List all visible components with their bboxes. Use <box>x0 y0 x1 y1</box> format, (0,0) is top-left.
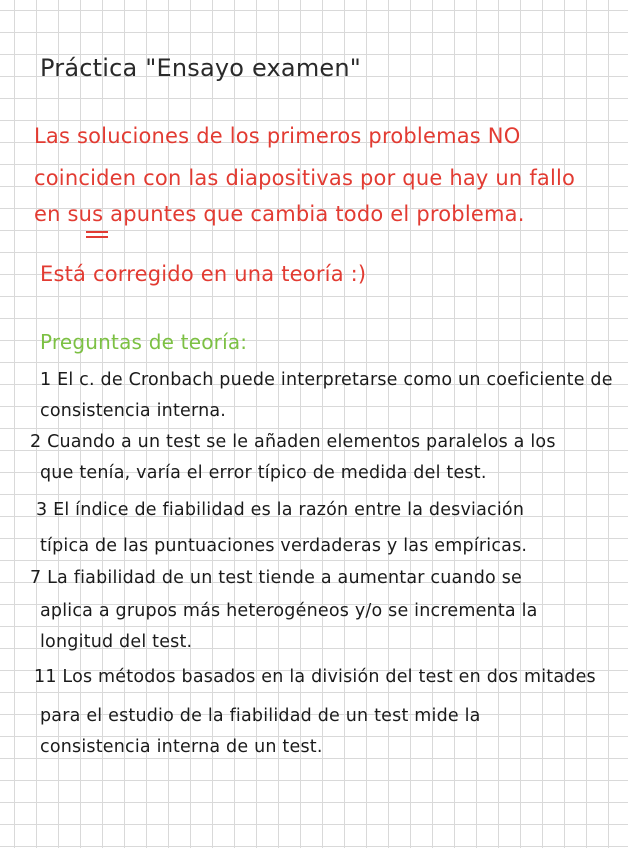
answer-line-8: aplica a grupos más heterogéneos y/o se incrementa la <box>40 601 538 621</box>
answer-line-12: consistencia interna de un test. <box>40 737 323 757</box>
notice-line-1: Las soluciones de los primeros problemas NO <box>34 124 521 148</box>
page-title: Práctica "Ensayo examen" <box>40 54 362 82</box>
notice-line-3: en sus apuntes que cambia todo el problema. <box>34 202 525 226</box>
answer-line-1: 1 El c. de Cronbach puede interpretarse como un coeficiente de <box>40 370 613 390</box>
answer-line-11: para el estudio de la fiabilidad de un test mide la <box>40 706 481 726</box>
emphasis-underline-2 <box>86 236 108 238</box>
answer-line-9: longitud del test. <box>40 632 193 652</box>
notice-line-2: coinciden con las diapositivas por que hay un fallo <box>34 166 576 190</box>
answer-line-6: típica de las puntuaciones verdaderas y las empíricas. <box>40 536 528 556</box>
answer-line-4: que tenía, varía el error típico de medida del test. <box>40 463 487 483</box>
answer-line-10: 11 Los métodos basados en la división del test en dos mitades <box>34 667 596 687</box>
answer-line-5: 3 El índice de fiabilidad es la razón entre la desviación <box>36 500 525 520</box>
section-heading: Preguntas de teoría: <box>40 330 248 354</box>
answer-line-2: consistencia interna. <box>40 401 227 421</box>
emphasis-underline <box>86 231 108 233</box>
correction-note: Está corregido en una teoría :) <box>40 262 367 286</box>
answer-line-3: 2 Cuando a un test se le añaden elementos paralelos a los <box>30 432 556 452</box>
answer-line-7: 7 La fiabilidad de un test tiende a aumentar cuando se <box>30 568 522 588</box>
